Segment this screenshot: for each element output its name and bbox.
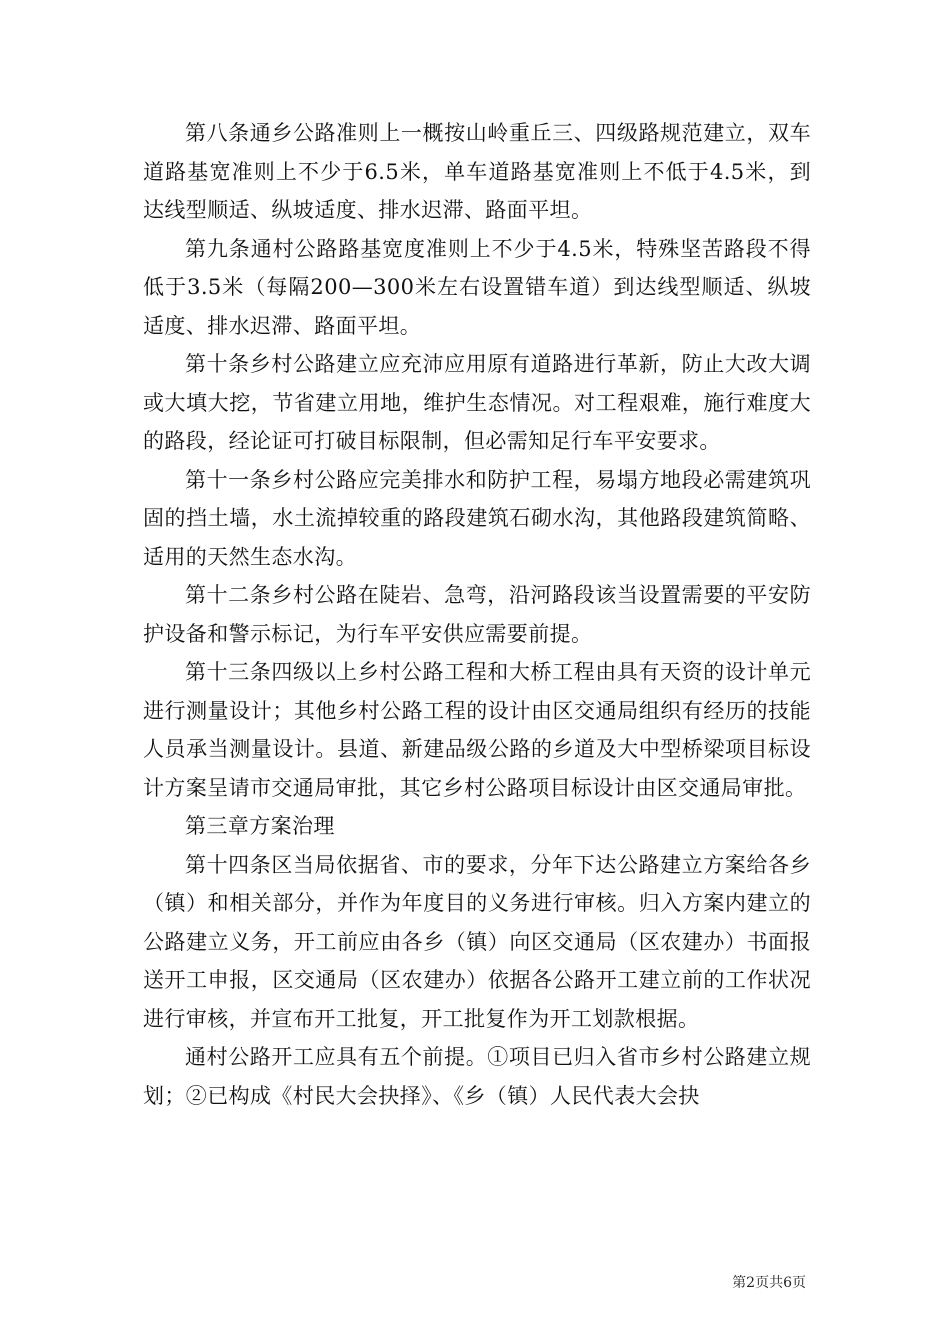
article-8-paragraph: 第八条通乡公路准则上一概按山岭重丘三、四级路规范建立，双车道路基宽准则上不少于6.5米，单车道路基宽准则上不低于4.5米，到达线型顺适、纵坡适度、排水迟滞、路面平坦。 — [143, 121, 811, 222]
article-11-paragraph: 第十一条乡村公路应完美排水和防护工程，易塌方地段必需建筑巩固的挡土墙，水土流掉较重的路段建筑石砌水沟，其他路段建筑简略、适用的天然生态水沟。 — [143, 467, 811, 569]
article-10-paragraph: 第十条乡村公路建立应充沛应用原有道路进行革新，防止大改大调或大填大挖，节省建立用地，维护生态情况。对工程艰难，施行难度大的路段，经论证可打破目标限制，但必需知足行车平安要求。 — [143, 352, 811, 453]
article-12-paragraph: 第十二条乡村公路在陡岩、急弯，沿河路段该当设置需要的平安防护设备和警示标记，为行车平安供应需要前提。 — [143, 583, 811, 646]
article-13-paragraph: 第十三条四级以上乡村公路工程和大桥工程由具有天资的设计单元进行测量设计；其他乡村公路工程的设计由区交通局组织有经历的技能人员承当测量设计。县道、新建品级公路的乡道及大中型桥梁项目标设计方案呈请市交通局审批，其它乡村公路项目标设计由区交通局审批。 — [143, 660, 811, 800]
article-9-paragraph: 第九条通村公路路基宽度准则上不少于4.5米，特殊坚苦路段不得低于3.5米（每隔200—300米左右设置错车道）到达线型顺适、纵坡适度、排水迟滞、路面平坦。 — [143, 236, 811, 338]
page-body — [143, 114, 811, 1115]
village-road-conditions-paragraph: 通村公路开工应具有五个前提。①项目已归入省市乡村公路建立规划；②已构成《村民大会抉择》、《乡（镇）人民代表大会抉 — [143, 1045, 811, 1108]
chapter-3-heading: 第三章方案治理 — [185, 814, 335, 838]
article-14-paragraph: 第十四条区当局依据省、市的要求，分年下达公路建立方案给各乡（镇）和相关部分，并作为年度目的义务进行审核。归入方案内建立的公路建立义务，开工前应由各乡（镇）向区交通局（区农建办）书面报送开工申报，区交通局（区农建办）依据各公路开工建立前的工作状况进行审核，并宣布开工批复，开工批复作为开工划款根据。 — [143, 852, 811, 1031]
page-number-footer: 第2页共6页 — [732, 1275, 806, 1291]
